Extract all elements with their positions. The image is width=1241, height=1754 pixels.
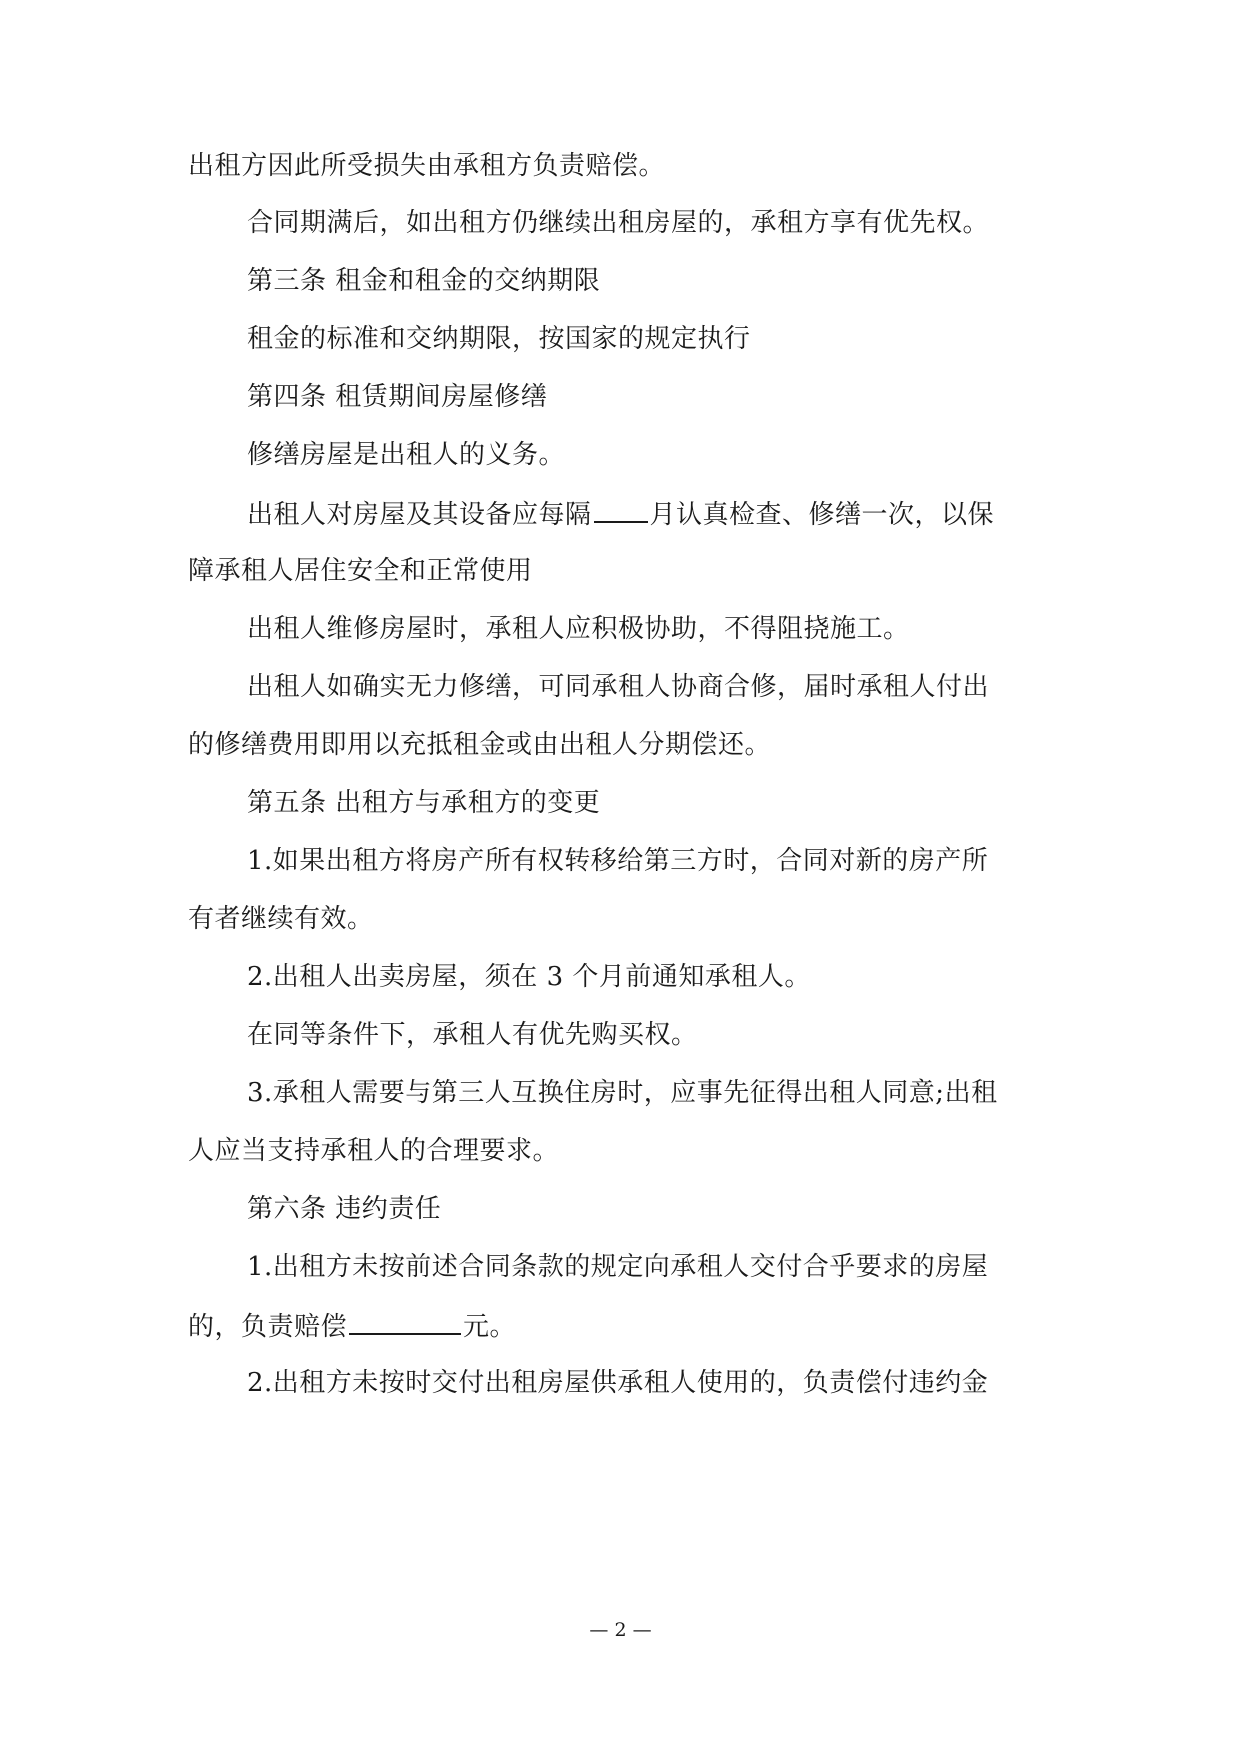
paragraph-line: 有者继续有效。 (188, 904, 374, 934)
paragraph-line: 出租方因此所受损失由承租方负责赔偿。 (188, 151, 666, 181)
paragraph-line: 合同期满后，如出租方仍继续出租房屋的，承租方享有优先权。 (247, 208, 990, 238)
article-heading: 第四条 租赁期间房屋修缮 (247, 382, 548, 412)
text-segment: 出租人对房屋及其设备应每隔 (247, 500, 592, 530)
article-heading: 第五条 出租方与承租方的变更 (247, 788, 601, 818)
paragraph-line: 在同等条件下，承租人有优先购买权。 (247, 1020, 698, 1050)
text-segment: 元。 (463, 1312, 517, 1342)
paragraph-line: 出租人维修房屋时，承租人应积极协助，不得阻挠施工。 (247, 614, 910, 644)
text-segment: 的，负责赔偿 (188, 1312, 348, 1342)
article-heading: 第三条 租金和租金的交纳期限 (247, 266, 601, 296)
paragraph-line: 人应当支持承租人的合理要求。 (188, 1136, 560, 1166)
paragraph-line: 障承租人居住安全和正常使用 (188, 556, 533, 586)
paragraph-line: 修缮房屋是出租人的义务。 (247, 440, 566, 470)
text-segment: 月认真检查、修缮一次，以保 (649, 500, 995, 530)
fill-in-blank (594, 495, 648, 523)
paragraph-line: 2.出租人出卖房屋，须在 3 个月前通知承租人。 (247, 962, 811, 992)
paragraph-line (0, 495, 1241, 533)
paragraph-line: 1.出租方未按前述合同条款的规定向承租人交付合乎要求的房屋 (247, 1252, 989, 1282)
page-number: — 2 — (589, 1619, 652, 1641)
paragraph-line: 1.如果出租方将房产所有权转移给第三方时，合同对新的房产所 (247, 846, 989, 876)
fill-in-blank (349, 1307, 461, 1335)
paragraph-line: 3.承租人需要与第三人互换住房时，应事先征得出租人同意;出租 (247, 1078, 998, 1108)
paragraph-line: 2.出租方未按时交付出租房屋供承租人使用的，负责偿付违约金 (247, 1368, 989, 1398)
paragraph-line: 出租人如确实无力修缮，可同承租人协商合修，届时承租人付出 (247, 672, 990, 702)
paragraph-line: 的修缮费用即用以充抵租金或由出租人分期偿还。 (188, 730, 772, 760)
paragraph-line: 租金的标准和交纳期限，按国家的规定执行 (247, 324, 751, 354)
paragraph-line (0, 1307, 1241, 1345)
article-heading: 第六条 违约责任 (247, 1194, 442, 1224)
